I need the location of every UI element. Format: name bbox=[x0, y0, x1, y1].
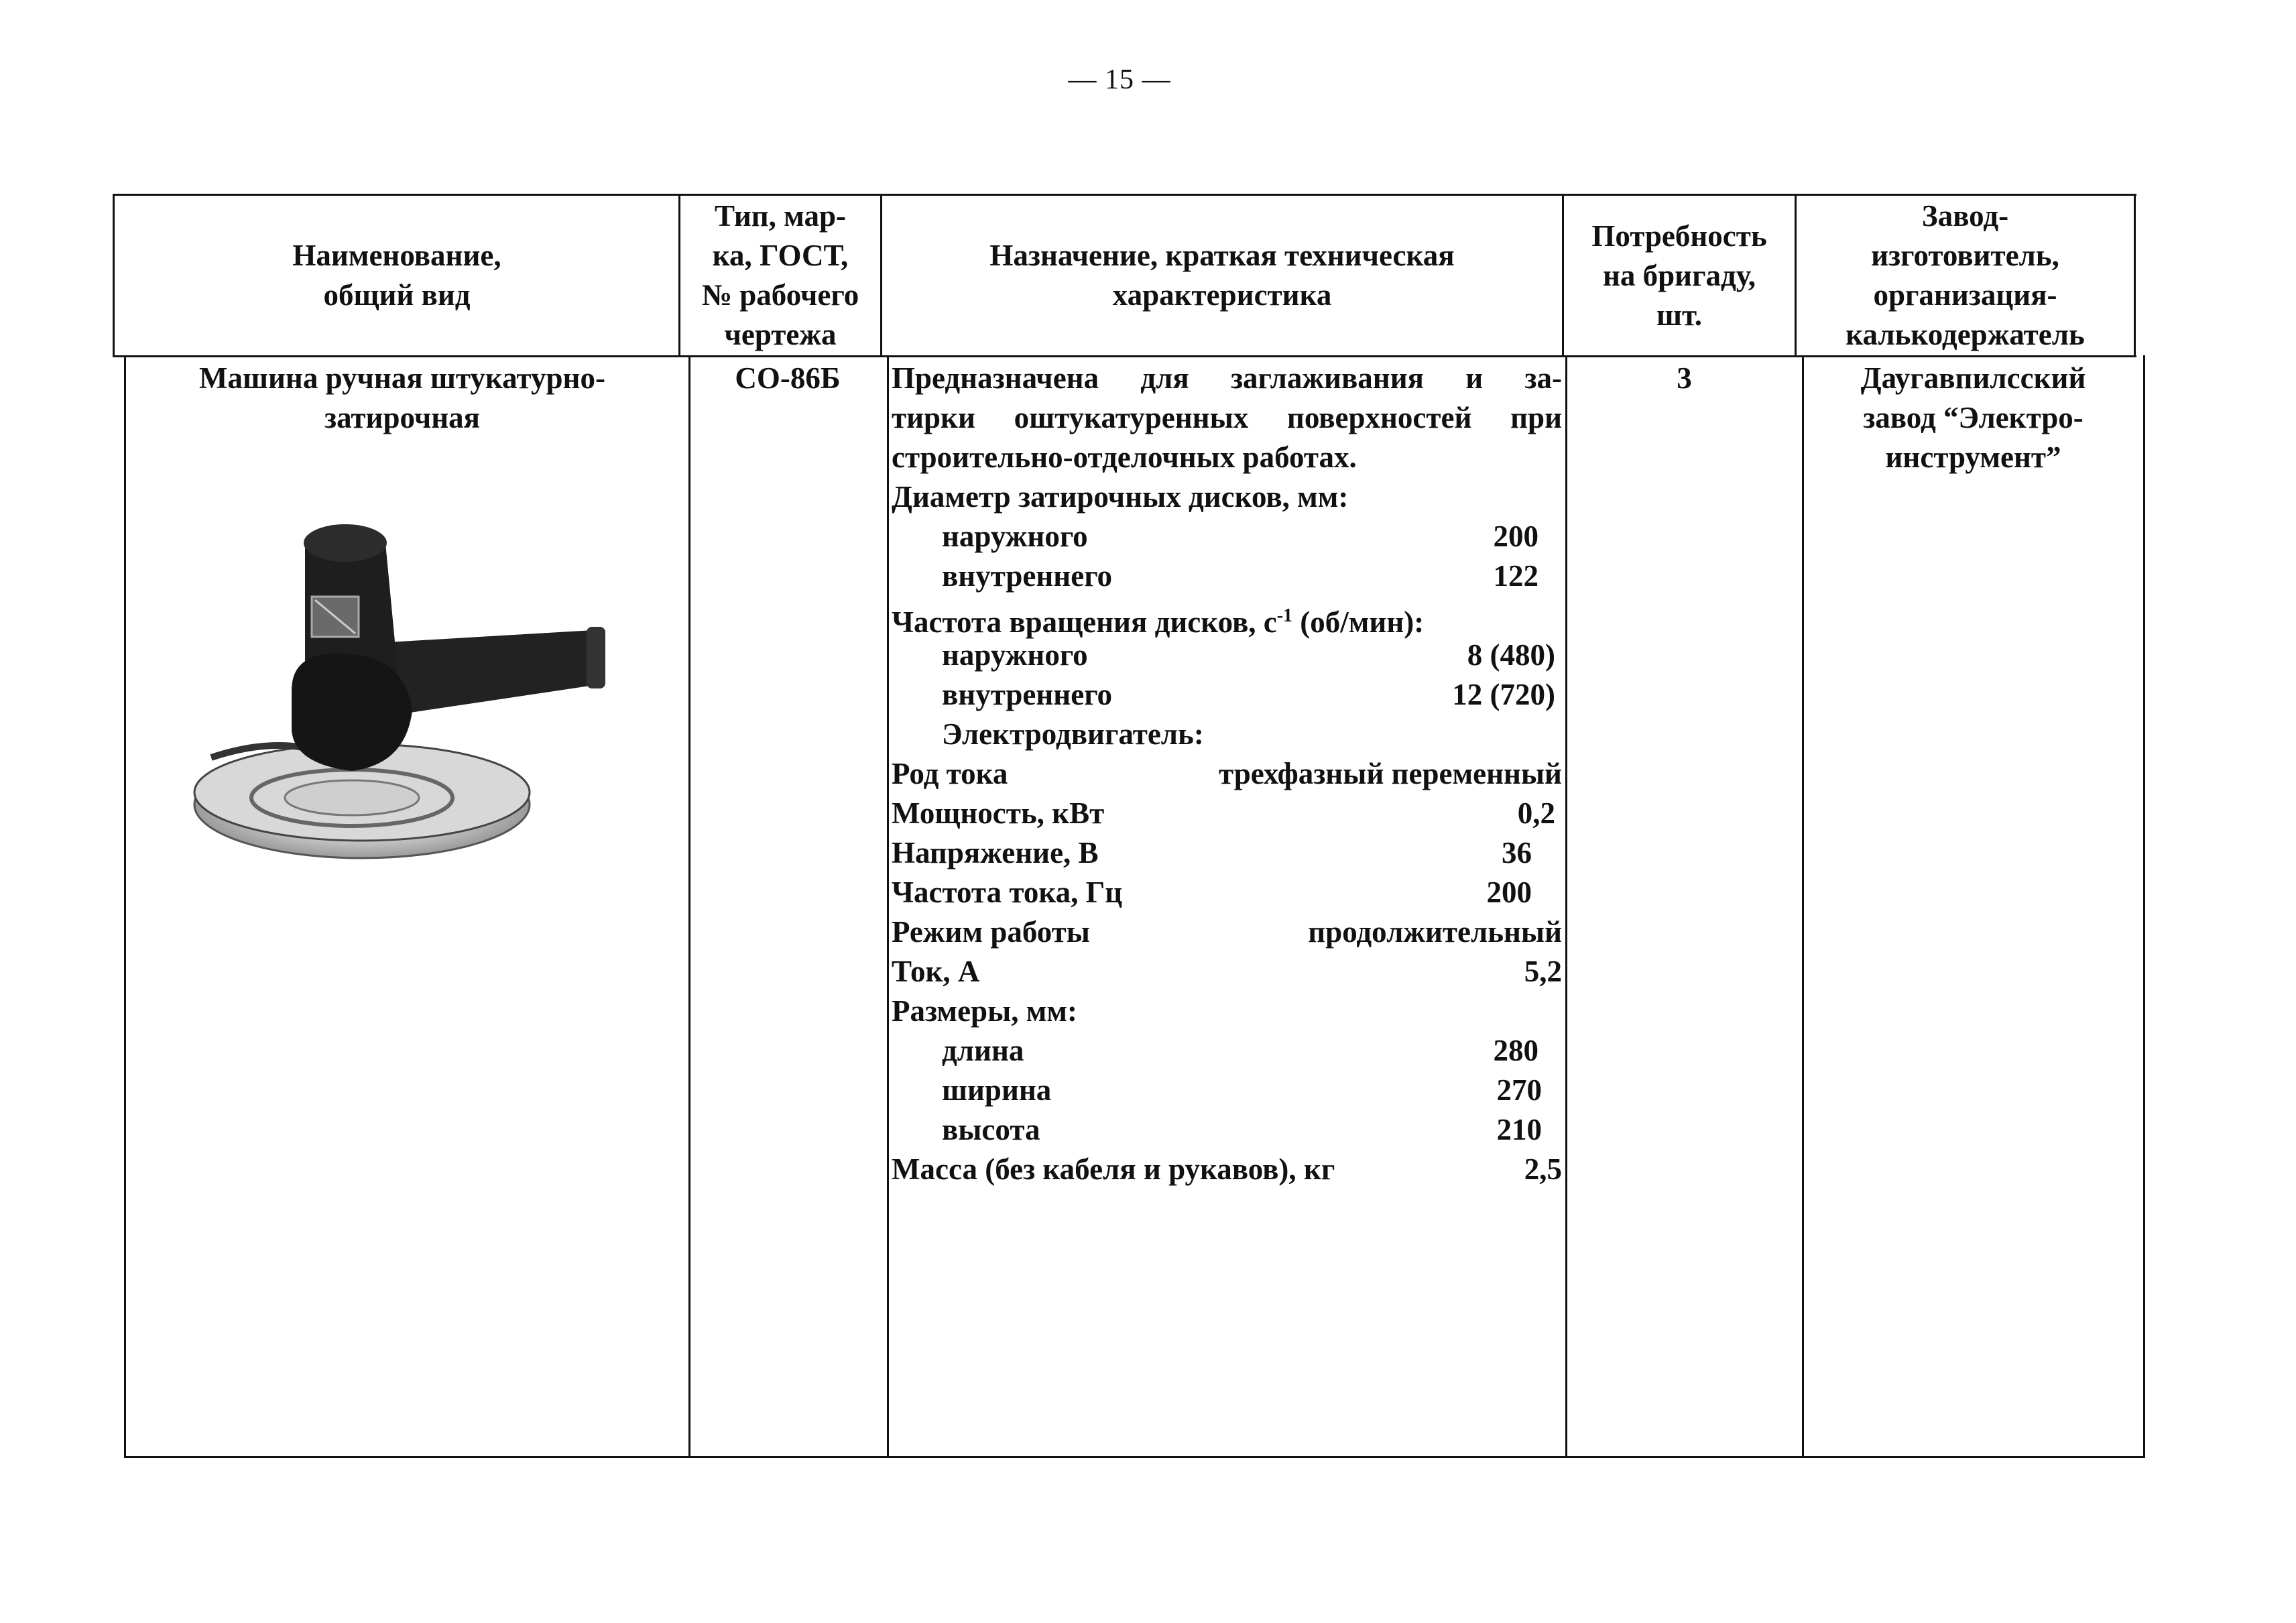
header-maker-line: изготовитель, bbox=[1871, 239, 2059, 272]
row-name bbox=[127, 359, 677, 438]
spec-row bbox=[892, 636, 1562, 675]
trowel-machine-image bbox=[191, 516, 627, 865]
spec-value: 122 bbox=[1493, 559, 1538, 593]
spec-row bbox=[892, 1110, 1562, 1150]
header-type-line: чертежа bbox=[724, 318, 837, 351]
spec-label: высота bbox=[942, 1113, 1040, 1146]
spec-label: Диаметр затирочных дисков, мм: bbox=[892, 480, 1349, 514]
spec-row bbox=[892, 517, 1562, 556]
spec-value: 36 bbox=[1502, 836, 1532, 869]
header-need bbox=[1564, 196, 1795, 355]
spec-row bbox=[892, 912, 1562, 952]
spec-value: 280 bbox=[1493, 1034, 1538, 1067]
row-maker-line: завод “Электро- bbox=[1863, 401, 2083, 434]
spec-row bbox=[892, 1031, 1562, 1071]
spec-label: Электродвигатель: bbox=[942, 717, 1204, 751]
spec-row bbox=[892, 754, 1562, 794]
row-need: 3 bbox=[1677, 361, 1692, 395]
spec-value: 200 bbox=[1486, 876, 1532, 909]
spec-row bbox=[892, 952, 1562, 991]
header-need-line: шт. bbox=[1656, 298, 1702, 332]
spec-value: 210 bbox=[1496, 1113, 1542, 1146]
row-name-line: Машина ручная штукатурно- bbox=[199, 361, 605, 395]
header-name bbox=[115, 196, 678, 355]
header-purpose bbox=[882, 196, 1562, 355]
spec-value: трехфазный переменный bbox=[1219, 757, 1562, 790]
purpose-line: тирки оштукатуренных поверхностей при bbox=[892, 401, 1562, 434]
header-maker-line: организация- bbox=[1873, 278, 2057, 312]
spec-label: внутреннего bbox=[942, 559, 1113, 593]
row-type: СО-86Б bbox=[735, 361, 841, 395]
spec-row bbox=[892, 833, 1562, 873]
spec-row bbox=[892, 675, 1562, 715]
header-purpose-line: Назначение, краткая техническая bbox=[989, 239, 1455, 272]
spec-label: Мощность, кВт bbox=[892, 796, 1105, 830]
page-number: — 15 — bbox=[1068, 64, 1171, 95]
row-maker-line: инструмент” bbox=[1885, 440, 2061, 474]
spec-value: 200 bbox=[1493, 520, 1538, 553]
spec-row bbox=[892, 556, 1562, 596]
header-maker-line: калькодержатель bbox=[1846, 318, 2085, 351]
header-type-line: ка, ГОСТ, bbox=[712, 239, 849, 272]
spec-value: 8 (480) bbox=[1467, 638, 1555, 672]
spec-list bbox=[892, 477, 1562, 1189]
spec-value: продолжительный bbox=[1308, 915, 1562, 949]
purpose-line: строительно-отделочных работах. bbox=[892, 440, 1357, 474]
spec-label: длина bbox=[942, 1034, 1024, 1067]
spec-label: ширина bbox=[942, 1073, 1052, 1107]
header-name-line: Наименование, bbox=[292, 239, 501, 272]
header-type-line: № рабочего bbox=[701, 278, 859, 312]
spec-label: наружного bbox=[942, 638, 1088, 672]
spec-row bbox=[892, 1071, 1562, 1110]
row-maker bbox=[1805, 359, 2142, 477]
spec-row bbox=[892, 715, 1562, 754]
spec-label: внутреннего bbox=[942, 678, 1113, 711]
spec-value: 270 bbox=[1496, 1073, 1542, 1107]
spec-value: 2,5 bbox=[1524, 1152, 1562, 1186]
header-name-line: общий вид bbox=[323, 278, 471, 312]
spec-row bbox=[892, 873, 1562, 912]
header-maker-line: Завод- bbox=[1921, 199, 2009, 233]
spec-value: 12 (720) bbox=[1452, 678, 1555, 711]
row-purpose bbox=[892, 359, 1562, 1189]
spec-row bbox=[892, 477, 1562, 517]
header-need-line: Потребность bbox=[1591, 219, 1767, 253]
spec-row bbox=[892, 794, 1562, 833]
spec-label: Размеры, мм: bbox=[892, 994, 1078, 1028]
header-type bbox=[680, 196, 880, 355]
header-purpose-line: характеристика bbox=[1112, 278, 1332, 312]
spec-label: Частота вращения дисков, $с^{-1}$ (об/мин): bbox=[892, 605, 1425, 639]
spec-row bbox=[892, 596, 1562, 639]
purpose-line: Предназначена для заглаживания и за- bbox=[892, 361, 1562, 395]
header-type-line: Тип, мар- bbox=[714, 199, 847, 233]
spec-label: Режим работы bbox=[892, 915, 1090, 949]
spec-label: Частота тока, Гц bbox=[892, 876, 1123, 909]
spec-row bbox=[892, 991, 1562, 1031]
spec-label: Масса (без кабеля и рукавов), кг bbox=[892, 1152, 1335, 1186]
spec-label: Ток, А bbox=[892, 955, 980, 988]
spec-value: 0,2 bbox=[1517, 796, 1555, 830]
header-maker bbox=[1797, 196, 2134, 355]
spec-label: наружного bbox=[942, 520, 1088, 553]
row-name-line: затирочная bbox=[324, 401, 480, 434]
spec-label: Род тока bbox=[892, 757, 1008, 790]
spec-row bbox=[892, 1150, 1562, 1189]
spec-value: 5,2 bbox=[1524, 955, 1562, 988]
spec-label: Напряжение, В bbox=[892, 836, 1099, 869]
row-maker-line: Даугавпилсский bbox=[1860, 361, 2086, 395]
header-need-line: на бригаду, bbox=[1602, 258, 1756, 292]
